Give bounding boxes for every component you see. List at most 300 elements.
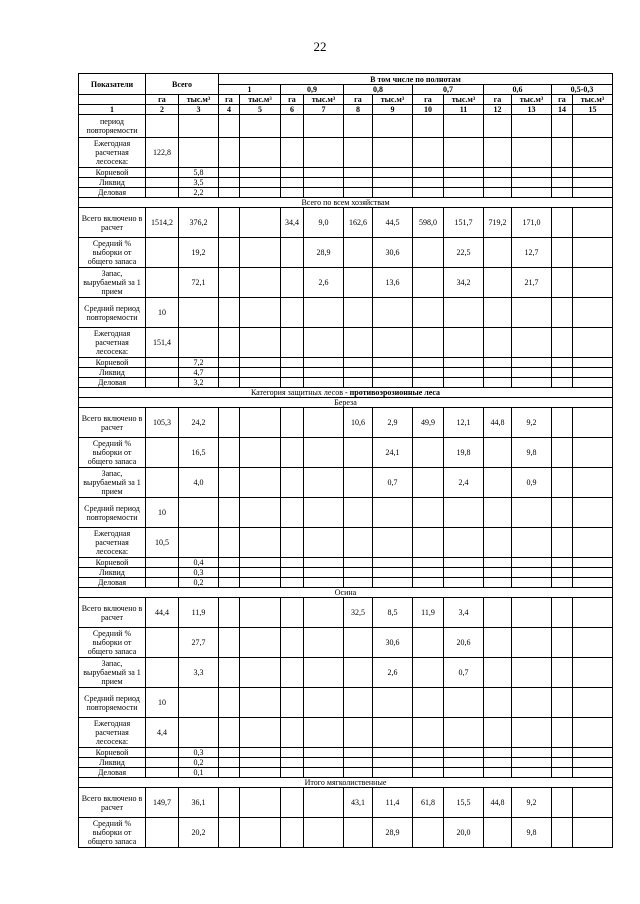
table-cell bbox=[552, 238, 573, 268]
section-heading bbox=[79, 198, 613, 208]
table-cell bbox=[304, 688, 344, 718]
table-cell bbox=[484, 528, 512, 558]
table-cell bbox=[240, 208, 281, 238]
table-cell: 34,2 bbox=[444, 268, 484, 298]
table-cell: 0,3 bbox=[179, 748, 219, 758]
table-cell: 0,1 bbox=[179, 768, 219, 778]
table-cell bbox=[373, 558, 413, 568]
table-cell bbox=[552, 168, 573, 178]
table-cell bbox=[512, 298, 552, 328]
table-cell bbox=[373, 528, 413, 558]
table-cell bbox=[146, 168, 179, 178]
table-cell bbox=[573, 628, 613, 658]
table-row bbox=[79, 208, 613, 238]
column-number: 11 bbox=[444, 105, 484, 115]
table-cell: 2,4 bbox=[444, 468, 484, 498]
table-cell bbox=[304, 408, 344, 438]
table-cell: 44,4 bbox=[146, 598, 179, 628]
column-number: 1 bbox=[79, 105, 146, 115]
row-label: Ежегодная расчетная лесосека: bbox=[79, 328, 146, 358]
table-cell: 4,7 bbox=[179, 368, 219, 378]
table-cell bbox=[413, 768, 444, 778]
table-row bbox=[79, 748, 613, 758]
table-cell bbox=[240, 368, 281, 378]
table-cell bbox=[304, 378, 344, 388]
table-cell: 122,8 bbox=[146, 138, 179, 168]
table-cell bbox=[281, 408, 304, 438]
table-cell: 22,5 bbox=[444, 238, 484, 268]
row-label: Ликвид bbox=[79, 178, 146, 188]
table-cell bbox=[552, 328, 573, 358]
table-cell bbox=[512, 748, 552, 758]
table-cell bbox=[281, 768, 304, 778]
table-cell bbox=[304, 658, 344, 688]
table-cell bbox=[444, 138, 484, 168]
column-number: 14 bbox=[552, 105, 573, 115]
section-row bbox=[79, 388, 613, 398]
table-cell: 0,2 bbox=[179, 758, 219, 768]
table-cell bbox=[512, 358, 552, 368]
table-cell bbox=[552, 688, 573, 718]
table-cell: 2,6 bbox=[304, 268, 344, 298]
table-cell: 0,3 bbox=[179, 568, 219, 578]
table-cell: 3,4 bbox=[444, 598, 484, 628]
column-number: 2 bbox=[146, 105, 179, 115]
table-cell bbox=[413, 368, 444, 378]
section-heading bbox=[79, 388, 613, 398]
table-cell bbox=[484, 168, 512, 178]
section-title: Береза bbox=[334, 398, 357, 407]
table-cell bbox=[552, 528, 573, 558]
section-row bbox=[79, 588, 613, 598]
table-cell bbox=[484, 568, 512, 578]
table-cell bbox=[240, 438, 281, 468]
table-cell bbox=[413, 358, 444, 368]
table-cell bbox=[573, 208, 613, 238]
table-cell bbox=[484, 468, 512, 498]
table-cell bbox=[240, 178, 281, 188]
unit-ha: га bbox=[219, 95, 240, 105]
unit-ha: га bbox=[146, 95, 179, 105]
unit-ha: га bbox=[413, 95, 444, 105]
table-cell bbox=[413, 718, 444, 748]
table-cell bbox=[179, 138, 219, 168]
table-cell bbox=[281, 598, 304, 628]
row-label: Средний период повторяемости bbox=[79, 498, 146, 528]
table-cell bbox=[146, 768, 179, 778]
table-row bbox=[79, 788, 613, 818]
section-title-bold: противоэрозионные леса bbox=[349, 388, 441, 397]
table-cell bbox=[240, 578, 281, 588]
table-cell bbox=[304, 628, 344, 658]
table-cell bbox=[219, 168, 240, 178]
table-cell bbox=[573, 238, 613, 268]
table-cell bbox=[344, 498, 373, 528]
table-cell bbox=[552, 358, 573, 368]
table-cell bbox=[304, 558, 344, 568]
table-cell bbox=[146, 268, 179, 298]
table-cell bbox=[219, 658, 240, 688]
table-cell bbox=[344, 748, 373, 758]
table-cell bbox=[573, 818, 613, 848]
table-cell bbox=[344, 468, 373, 498]
table-cell bbox=[484, 818, 512, 848]
table-cell bbox=[373, 568, 413, 578]
header-density-06: 0,6 bbox=[484, 85, 552, 95]
table-cell bbox=[552, 208, 573, 238]
table-cell bbox=[219, 178, 240, 188]
table-row bbox=[79, 368, 613, 378]
table-cell bbox=[344, 768, 373, 778]
row-label: Ежегодная расчетная лесосека: bbox=[79, 718, 146, 748]
table-cell bbox=[512, 628, 552, 658]
table-cell bbox=[281, 178, 304, 188]
column-number: 3 bbox=[179, 105, 219, 115]
unit-volume: тыс.м³ bbox=[573, 95, 613, 105]
table-cell bbox=[304, 768, 344, 778]
table-cell bbox=[552, 378, 573, 388]
row-label: Средний % выборки от общего запаса bbox=[79, 438, 146, 468]
table-cell bbox=[552, 268, 573, 298]
row-label: Средний % выборки от общего запаса bbox=[79, 628, 146, 658]
table-cell bbox=[219, 115, 240, 138]
table-cell bbox=[573, 368, 613, 378]
table-cell bbox=[512, 178, 552, 188]
unit-volume: тыс.м³ bbox=[373, 95, 413, 105]
table-cell bbox=[304, 568, 344, 578]
table-cell bbox=[484, 438, 512, 468]
table-cell bbox=[146, 558, 179, 568]
table-cell bbox=[484, 268, 512, 298]
table-cell bbox=[413, 568, 444, 578]
table-cell bbox=[484, 578, 512, 588]
table-cell bbox=[573, 558, 613, 568]
table-cell bbox=[512, 328, 552, 358]
table-cell bbox=[512, 558, 552, 568]
table-cell: 15,5 bbox=[444, 788, 484, 818]
table-cell bbox=[444, 568, 484, 578]
column-number: 5 bbox=[240, 105, 281, 115]
unit-ha: га bbox=[344, 95, 373, 105]
table-cell bbox=[219, 598, 240, 628]
table-cell bbox=[219, 498, 240, 528]
table-row bbox=[79, 568, 613, 578]
table-cell bbox=[413, 268, 444, 298]
table-cell bbox=[552, 178, 573, 188]
table-cell bbox=[219, 628, 240, 658]
table-cell bbox=[444, 758, 484, 768]
row-label: Всего включено в расчет bbox=[79, 208, 146, 238]
table-cell bbox=[484, 758, 512, 768]
table-cell bbox=[413, 115, 444, 138]
column-number: 15 bbox=[573, 105, 613, 115]
table-cell: 3,2 bbox=[179, 378, 219, 388]
table-row bbox=[79, 628, 613, 658]
table-cell bbox=[240, 358, 281, 368]
row-label: Средний % выборки от общего запаса bbox=[79, 818, 146, 848]
table-cell bbox=[552, 368, 573, 378]
table-cell bbox=[219, 718, 240, 748]
table-cell bbox=[304, 788, 344, 818]
table-cell bbox=[344, 628, 373, 658]
column-number: 8 bbox=[344, 105, 373, 115]
table-cell bbox=[344, 168, 373, 178]
table-cell bbox=[512, 528, 552, 558]
table-cell: 13,6 bbox=[373, 268, 413, 298]
table-cell bbox=[281, 628, 304, 658]
table-cell bbox=[240, 788, 281, 818]
table-cell: 20,0 bbox=[444, 818, 484, 848]
header-indicators: Показатели bbox=[79, 74, 146, 95]
table-cell bbox=[373, 498, 413, 528]
table-cell bbox=[240, 558, 281, 568]
table-cell bbox=[573, 188, 613, 198]
table-cell: 3,3 bbox=[179, 658, 219, 688]
table-cell bbox=[240, 408, 281, 438]
table-cell bbox=[304, 528, 344, 558]
table-row bbox=[79, 558, 613, 568]
table-cell bbox=[304, 498, 344, 528]
table-cell: 30,6 bbox=[373, 238, 413, 268]
table-cell bbox=[281, 298, 304, 328]
table-cell: 7,2 bbox=[179, 358, 219, 368]
row-label: Ежегодная расчетная лесосека: bbox=[79, 138, 146, 168]
table-cell bbox=[344, 188, 373, 198]
table-cell bbox=[179, 718, 219, 748]
table-row bbox=[79, 115, 613, 138]
row-label: Корневой bbox=[79, 558, 146, 568]
table-cell bbox=[373, 688, 413, 718]
table-cell: 12,7 bbox=[512, 238, 552, 268]
column-number: 7 bbox=[304, 105, 344, 115]
table-cell bbox=[413, 628, 444, 658]
table-cell bbox=[240, 328, 281, 358]
table-cell bbox=[573, 438, 613, 468]
table-cell bbox=[219, 558, 240, 568]
table-cell bbox=[219, 298, 240, 328]
table-row bbox=[79, 238, 613, 268]
table-cell bbox=[219, 578, 240, 588]
table-cell: 0,2 bbox=[179, 578, 219, 588]
table-cell: 0,4 bbox=[179, 558, 219, 568]
table-cell bbox=[304, 578, 344, 588]
table-cell bbox=[146, 238, 179, 268]
table-cell bbox=[552, 438, 573, 468]
table-cell bbox=[240, 238, 281, 268]
table-cell bbox=[344, 688, 373, 718]
table-cell bbox=[512, 115, 552, 138]
table-cell: 598,0 bbox=[413, 208, 444, 238]
table-cell bbox=[219, 528, 240, 558]
table-cell bbox=[344, 578, 373, 588]
table-cell bbox=[444, 578, 484, 588]
row-label: Деловая bbox=[79, 768, 146, 778]
table-cell bbox=[281, 658, 304, 688]
table-cell bbox=[146, 818, 179, 848]
table-cell bbox=[304, 818, 344, 848]
table-cell bbox=[146, 628, 179, 658]
table-cell bbox=[573, 718, 613, 748]
table-cell bbox=[552, 498, 573, 528]
table-cell: 2,6 bbox=[373, 658, 413, 688]
table-cell bbox=[281, 268, 304, 298]
header-density-05-03: 0,5-0,3 bbox=[552, 85, 613, 95]
table-cell bbox=[179, 528, 219, 558]
table-cell bbox=[552, 628, 573, 658]
table-cell bbox=[304, 328, 344, 358]
table-row bbox=[79, 718, 613, 748]
table-cell bbox=[413, 528, 444, 558]
table-cell bbox=[552, 468, 573, 498]
table-cell: 34,4 bbox=[281, 208, 304, 238]
table-cell bbox=[281, 568, 304, 578]
table-cell bbox=[444, 358, 484, 368]
column-number: 10 bbox=[413, 105, 444, 115]
table-cell bbox=[240, 468, 281, 498]
table-cell bbox=[573, 568, 613, 578]
table-cell bbox=[281, 558, 304, 568]
table-row bbox=[79, 598, 613, 628]
column-number: 6 bbox=[281, 105, 304, 115]
table-cell bbox=[484, 748, 512, 758]
table-cell bbox=[552, 298, 573, 328]
table-cell bbox=[281, 748, 304, 758]
table-cell bbox=[484, 658, 512, 688]
table-cell bbox=[573, 138, 613, 168]
table-cell bbox=[304, 178, 344, 188]
table-cell bbox=[413, 178, 444, 188]
table-cell bbox=[179, 688, 219, 718]
table-cell bbox=[413, 378, 444, 388]
table-cell bbox=[240, 658, 281, 688]
table-cell: 44,8 bbox=[484, 408, 512, 438]
table-cell: 0,9 bbox=[512, 468, 552, 498]
table-cell bbox=[373, 168, 413, 178]
table-row bbox=[79, 658, 613, 688]
table-cell: 2,9 bbox=[373, 408, 413, 438]
table-cell: 16,5 bbox=[179, 438, 219, 468]
table-cell bbox=[281, 238, 304, 268]
table-row bbox=[79, 408, 613, 438]
table-cell bbox=[281, 758, 304, 768]
table-cell bbox=[413, 468, 444, 498]
table-cell: 0,7 bbox=[373, 468, 413, 498]
table-row bbox=[79, 468, 613, 498]
table-cell bbox=[304, 438, 344, 468]
table-cell bbox=[444, 378, 484, 388]
section-row bbox=[79, 198, 613, 208]
table-cell bbox=[304, 368, 344, 378]
table-cell: 0,7 bbox=[444, 658, 484, 688]
forest-data-table bbox=[78, 73, 613, 848]
table-cell bbox=[573, 328, 613, 358]
table-cell bbox=[373, 748, 413, 758]
table-cell bbox=[344, 328, 373, 358]
table-cell bbox=[344, 378, 373, 388]
table-cell bbox=[179, 115, 219, 138]
table-cell bbox=[281, 138, 304, 168]
table-cell: 376,2 bbox=[179, 208, 219, 238]
unit-volume: тыс.м³ bbox=[512, 95, 552, 105]
table-cell bbox=[240, 528, 281, 558]
table-row bbox=[79, 438, 613, 468]
table-cell bbox=[484, 188, 512, 198]
table-cell bbox=[373, 188, 413, 198]
table-cell bbox=[344, 658, 373, 688]
table-cell: 21,7 bbox=[512, 268, 552, 298]
table-cell bbox=[573, 408, 613, 438]
table-cell: 24,2 bbox=[179, 408, 219, 438]
table-cell: 11,4 bbox=[373, 788, 413, 818]
table-cell bbox=[512, 168, 552, 178]
table-row bbox=[79, 498, 613, 528]
table-cell bbox=[512, 758, 552, 768]
table-row bbox=[79, 328, 613, 358]
table-cell bbox=[413, 168, 444, 178]
table-cell: 151,7 bbox=[444, 208, 484, 238]
table-cell: 4,4 bbox=[146, 718, 179, 748]
table-cell bbox=[179, 298, 219, 328]
table-cell bbox=[304, 188, 344, 198]
table-cell bbox=[573, 528, 613, 558]
table-cell bbox=[512, 568, 552, 578]
row-label: Всего включено в расчет bbox=[79, 408, 146, 438]
table-cell bbox=[219, 138, 240, 168]
table-cell bbox=[240, 138, 281, 168]
table-cell bbox=[146, 748, 179, 758]
table-cell bbox=[219, 358, 240, 368]
table-cell bbox=[146, 658, 179, 688]
table-cell bbox=[512, 498, 552, 528]
table-cell bbox=[240, 115, 281, 138]
table-cell: 27,7 bbox=[179, 628, 219, 658]
table-cell: 162,6 bbox=[344, 208, 373, 238]
table-cell bbox=[552, 568, 573, 578]
table-cell bbox=[240, 818, 281, 848]
table-cell: 9,2 bbox=[512, 788, 552, 818]
table-cell bbox=[240, 378, 281, 388]
section-row bbox=[79, 778, 613, 788]
table-cell bbox=[413, 328, 444, 358]
table-cell: 9,8 bbox=[512, 818, 552, 848]
column-number: 9 bbox=[373, 105, 413, 115]
table-cell bbox=[344, 818, 373, 848]
row-label: Деловая bbox=[79, 188, 146, 198]
table-cell bbox=[219, 468, 240, 498]
table-cell bbox=[413, 188, 444, 198]
table-cell bbox=[573, 358, 613, 368]
table-cell bbox=[573, 298, 613, 328]
table-cell bbox=[146, 378, 179, 388]
unit-volume: тыс.м³ bbox=[444, 95, 484, 105]
table-cell bbox=[304, 718, 344, 748]
table-cell bbox=[444, 115, 484, 138]
table-cell bbox=[444, 368, 484, 378]
table-cell: 61,8 bbox=[413, 788, 444, 818]
table-cell bbox=[240, 168, 281, 178]
row-label: Деловая bbox=[79, 578, 146, 588]
table-cell bbox=[573, 168, 613, 178]
table-cell bbox=[552, 138, 573, 168]
table-cell: 19,2 bbox=[179, 238, 219, 268]
table-cell bbox=[444, 558, 484, 568]
table-cell bbox=[179, 328, 219, 358]
table-cell bbox=[573, 578, 613, 588]
table-cell bbox=[281, 468, 304, 498]
table-cell bbox=[240, 188, 281, 198]
table-cell: 8,5 bbox=[373, 598, 413, 628]
table-cell bbox=[281, 498, 304, 528]
